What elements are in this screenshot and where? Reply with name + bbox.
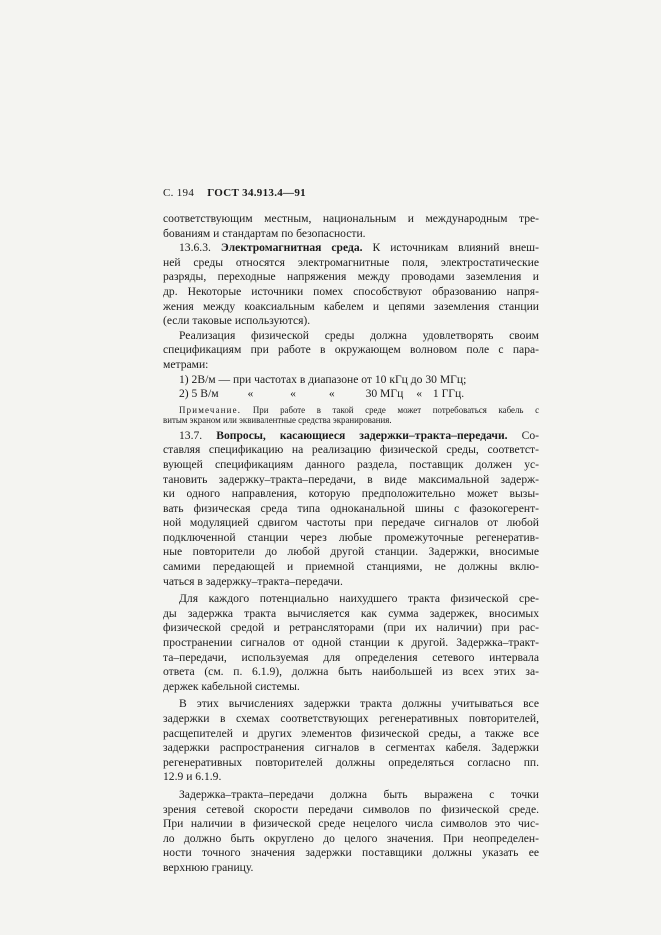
text-line: Для каждого потенциально наихудшего тракта физической сре- <box>179 592 539 606</box>
text-line: чаться в задержку–тракта–передачи. <box>163 574 343 588</box>
section-title: Вопросы, касающиеся задержки–тракта–передачи. <box>216 428 508 442</box>
text-line: разряды, переходные напряжения между проводами заземления и <box>163 270 539 284</box>
section-number: 13.6.3. <box>179 241 211 255</box>
text-line: бованиям и стандартам по безопасности. <box>163 226 366 240</box>
text-line: жения между коаксиальным кабелем и цепями заземления станции <box>163 299 539 313</box>
text-line: держек кабельной системы. <box>163 679 300 693</box>
text-fragment: К источникам влияний внеш- <box>372 241 539 255</box>
section-title: Электромагнитная среда. <box>220 241 363 255</box>
text-line: самими передающей и приемной станциями, не должны вклю- <box>163 560 539 574</box>
text-line: верхнюю границу. <box>163 860 254 874</box>
list-item <box>163 387 539 402</box>
text-line: При наличии в физической среде нецелого числа символов это чис- <box>163 817 539 831</box>
text-line: В этих вычислениях задержки тракта должны учитываться все <box>179 697 539 711</box>
section-13-7-first-line <box>163 429 539 444</box>
text-line: подключенной станции через любые промежуточные регенератив- <box>163 530 539 544</box>
text-line: др. Некоторые источники помех способствуют образованию напря- <box>163 284 539 298</box>
page-number: С. 194 <box>163 187 195 199</box>
page-header <box>163 187 306 199</box>
text-line: вать физическая среда типа одноканальной шины с фазокогерент- <box>163 501 539 515</box>
text-line: спецификациям при работе в окружающем волновом поле с пара- <box>163 343 539 357</box>
ditto-mark: « <box>328 387 335 401</box>
text-line: физической средой и ретрансляторами (при их наличии) при рас- <box>163 621 539 635</box>
note-label: Примечание. <box>179 404 242 415</box>
text-line: Задержка–тракта–передачи должна быть выражена с точки <box>179 787 539 801</box>
list-item-text: 30 МГц <box>365 387 404 401</box>
ditto-mark: « <box>290 387 296 401</box>
standard-designation: ГОСТ 34.913.4—91 <box>207 187 306 199</box>
text-line: зрения сетевой скорости передачи символов по физической среде. <box>163 802 539 816</box>
text-line: ды задержка тракта вычисляется как сумма задержек, вносимых <box>163 606 539 620</box>
text-line: ответа (см. п. 6.1.9), должна быть наибольшей из всех этих за- <box>163 665 539 679</box>
note-text: При работе в такой среде может потребоваться кабель с <box>252 404 540 415</box>
text-line: (если таковые используются). <box>163 314 311 328</box>
text-line: ки одного направления, которую предположительно может вызы- <box>163 487 539 501</box>
text-line: тановить задержку–тракта–передачи, в виде максимальной задерж- <box>163 472 539 486</box>
ditto-mark: « <box>247 387 254 401</box>
list-item: 1) 2В/м — при частотах в диапазоне от 10 кГц до 30 МГц; <box>179 372 467 386</box>
text-line: расщепителей и других элементов физической среды, а также все <box>163 726 539 740</box>
text-line: метрами: <box>163 357 209 371</box>
text-line: ло должно быть округлено до целого значения. При неопределен- <box>163 831 539 845</box>
text-line: та–передачи, используемая для определения сетевого интервала <box>163 650 539 664</box>
text-line: задержки в схемах соответствующих регенеративных повторителей, <box>163 712 539 725</box>
text-line: 12.9 и 6.1.9. <box>163 770 222 784</box>
body-text <box>163 212 539 876</box>
text-line: ной модуляцией сдвигом частоты при передаче сигналов от любой <box>163 516 539 530</box>
text-fragment: Со- <box>521 428 539 442</box>
text-line: соответствующим местным, национальным и международным тре- <box>163 212 539 225</box>
note-line: витым экраном или эквивалентные средства экранирования. <box>163 415 392 426</box>
list-item-text: 2) 5 В/м <box>179 387 219 401</box>
text-line: пространении сигналов от одной станции к другой. Задержка–тракт- <box>163 636 539 650</box>
text-line: ные повторители до любой другой станции. Задержки, вносимые <box>163 545 539 559</box>
list-item-text: 1 ГГц. <box>432 387 465 401</box>
ditto-mark: « <box>416 387 422 401</box>
section-13-6-3-first-line <box>163 241 539 256</box>
note-first-line <box>163 405 539 416</box>
text-line: регенеративных повторителей должны определяться согласно пп. <box>163 755 539 769</box>
text-line: ней среды относятся электромагнитные поля, электростатические <box>163 255 539 269</box>
text-line: вующей спецификациям данного раздела, поставщик должен ус- <box>163 457 539 471</box>
text-line: задержки распространения сигналов в сегментах кабеля. Задержки <box>163 741 539 755</box>
text-line: Реализация физической среды должна удовлетворять своим <box>179 328 539 342</box>
text-line: ставляя спецификацию на реализацию физической среды, соответст- <box>163 443 539 457</box>
section-number: 13.7. <box>179 428 203 442</box>
text-line: ности точного значения задержки поставщики должны указать ее <box>163 846 539 860</box>
